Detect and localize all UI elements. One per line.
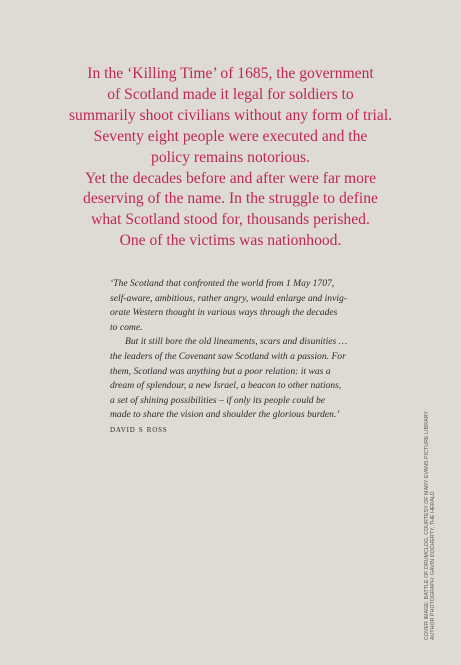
quote-line: orate Western thought in various ways through the decades — [110, 307, 338, 319]
quote-line: made to share the vision and shoulder the glorious burden.’ — [110, 409, 340, 421]
quote-line: ‘The Scotland that confronted the world from 1 May 1707, — [110, 278, 335, 289]
quote-attribution: david s ross — [110, 423, 168, 435]
intro-line: deserving of the name. In the struggle to define — [83, 190, 378, 208]
intro-line: what Scotland stood for, thousands perished. — [91, 211, 370, 229]
quote-line: self-aware, ambitious, rather angry, would enlarge and invig- — [110, 292, 347, 304]
quote-line: to come. — [110, 321, 143, 333]
quote-line: a set of shining possibilities – if only its people could be — [110, 394, 326, 406]
credit-line: COVER IMAGE: BATTLE OF DRUMCLOG, COURTESY OF MARY EVANS PICTURE LIBRARY — [424, 411, 430, 640]
blurb-quote — [110, 277, 400, 438]
quote-line: the leaders of the Covenant saw Scotland with a passion. For — [110, 350, 346, 362]
credit-line: AUTHOR PHOTOGRAPH: GAVIN DOCHERTY, THE HERALD — [430, 491, 437, 640]
quote-line: them, Scotland was anything but a poor relation: it was a — [110, 365, 331, 377]
intro-line: Yet the decades before and after were far more — [84, 169, 377, 187]
intro-line: of Scotland made it legal for soldiers to — [107, 85, 354, 103]
intro-line: One of the victims was nationhood. — [119, 232, 342, 250]
quote-line: dream of splendour, a new Israel, a beacon to other nations, — [110, 380, 342, 392]
intro-line: Seventy eight people were executed and the — [93, 127, 368, 145]
intro-paragraph — [60, 64, 401, 252]
intro-line: policy remains notorious. — [151, 148, 310, 166]
intro-line: In the ‘Killing Time’ of 1685, the government — [87, 65, 374, 82]
image-credit — [424, 411, 437, 640]
intro-line: summarily shoot civilians without any form of trial. — [68, 106, 393, 124]
quote-line: But it still bore the old lineaments, scars and disunities … — [125, 336, 348, 348]
